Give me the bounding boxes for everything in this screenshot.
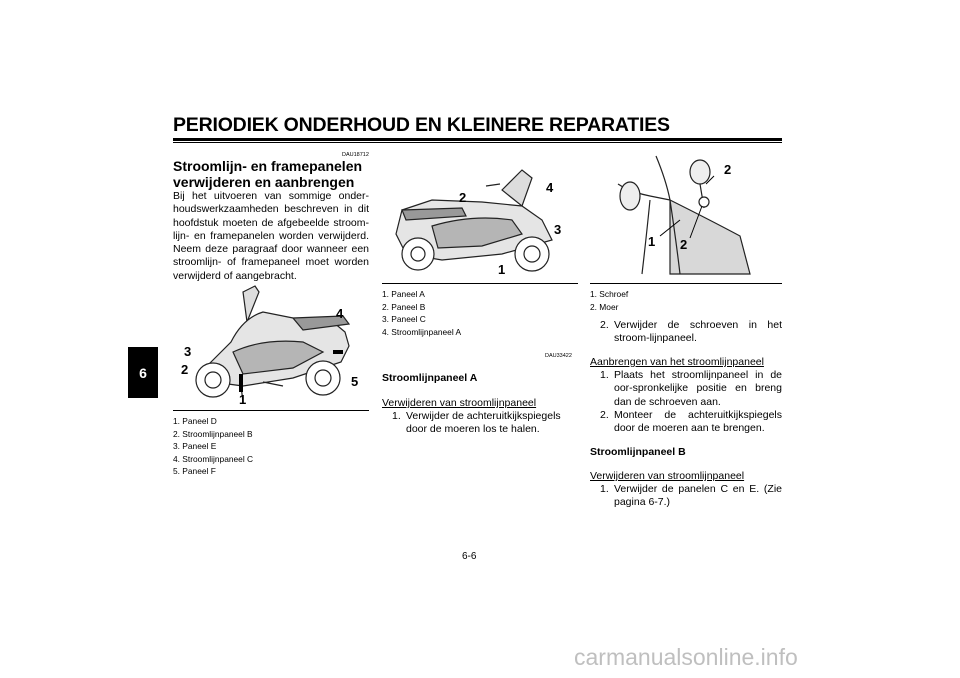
step-text: Verwijder de schroeven in het stroom-lijnpaneel. <box>614 319 782 345</box>
step-text: Monteer de achteruitkijkspiegels door de moeren aan te brengen. <box>614 409 782 435</box>
remove-step-1 <box>600 483 782 510</box>
caption-item: 2. Moer <box>590 301 619 312</box>
chapter-tab: 6 <box>128 347 158 398</box>
watermark: carmanualsonline.info <box>574 644 798 670</box>
callout-3: 3 <box>184 344 192 359</box>
callout-2: 2 <box>459 190 467 205</box>
remove-label-b: Verwijderen van stroomlijnpaneel <box>590 470 745 482</box>
step-number: 2. <box>600 319 609 331</box>
callout-1: 1 <box>648 234 656 249</box>
callout-2: 2 <box>181 362 189 377</box>
caption-item: 1. Paneel A <box>382 289 425 299</box>
step-number: 1. <box>392 410 401 422</box>
callout-1: 1 <box>239 392 247 407</box>
scooter-figure-left <box>173 282 369 410</box>
scooter-figure-middle <box>382 150 578 278</box>
caption-item: 3. Paneel C <box>382 314 426 325</box>
step-text: Verwijder de achteruitkijkspiegels door de moeren los te halen. <box>406 410 561 436</box>
caption-item: 4. Stroomlijnpaneel C <box>173 453 254 464</box>
section-code: DAU33422 <box>545 353 572 359</box>
step-number: 1. <box>600 483 609 495</box>
section-code: DAU18712 <box>342 152 369 158</box>
page-number: 6-6 <box>462 551 477 562</box>
callout-3: 3 <box>554 222 562 237</box>
step-number: 1. <box>600 369 609 381</box>
title-rule <box>173 138 782 141</box>
page-title: PERIODIEK ONDERHOUD EN KLEINERE REPARATIES <box>173 114 670 136</box>
caption-item: 3. Paneel E <box>173 441 217 452</box>
callout-4: 4 <box>546 180 554 195</box>
caption-item: 5. Paneel F <box>173 466 216 477</box>
step-text: Plaats het stroomlijnpaneel in de oor-spronkelijke positie en breng dan de schroeven aan. <box>614 369 782 408</box>
callout-1: 1 <box>498 262 506 277</box>
caption-list-right <box>590 283 782 313</box>
step-text: Verwijder de panelen C en E. (Zie pagina 6-7.) <box>614 483 782 509</box>
caption-item: 4. Stroomlijnpaneel A <box>382 326 462 337</box>
install-label: Aanbrengen van het stroomlijnpaneel <box>590 356 764 368</box>
callout-5: 5 <box>351 374 359 389</box>
intro-paragraph: Bij het uitvoeren van sommige onder-houdswerkzaamheden beschreven in dit hoofdstuk moeten de afgebeelde stroom-lijn- en framepanelen worden verwijderd. Neem deze paragraaf door wanneer een stroomlijn- of framepaneel moet worden verwijderd of aangebracht. <box>173 190 369 282</box>
caption-list-middle <box>382 283 578 338</box>
section-heading: Stroomlijn- en framepanelen verwijderen en aanbrengen <box>173 158 363 190</box>
subheading-panel-a: Stroomlijnpaneel A <box>382 372 478 384</box>
caption-item: 2. Paneel B <box>382 301 426 312</box>
subheading-panel-b: Stroomlijnpaneel B <box>590 446 686 458</box>
install-step-1 <box>600 369 782 409</box>
caption-item: 1. Paneel D <box>173 416 217 426</box>
install-step-2 <box>600 409 782 436</box>
callout-2b: 2 <box>724 162 732 177</box>
callout-2: 2 <box>680 237 688 252</box>
step-1 <box>392 410 578 437</box>
caption-item: 1. Schroef <box>590 289 629 299</box>
caption-item: 2. Stroomlijnpaneel B <box>173 428 253 439</box>
caption-list-left <box>173 410 369 478</box>
remove-label: Verwijderen van stroomlijnpaneel <box>382 397 537 409</box>
step-number: 2. <box>600 409 609 421</box>
title-rule-thin <box>173 142 782 143</box>
callout-4: 4 <box>336 306 344 321</box>
step-2 <box>600 319 782 346</box>
mirror-figure <box>590 150 786 278</box>
